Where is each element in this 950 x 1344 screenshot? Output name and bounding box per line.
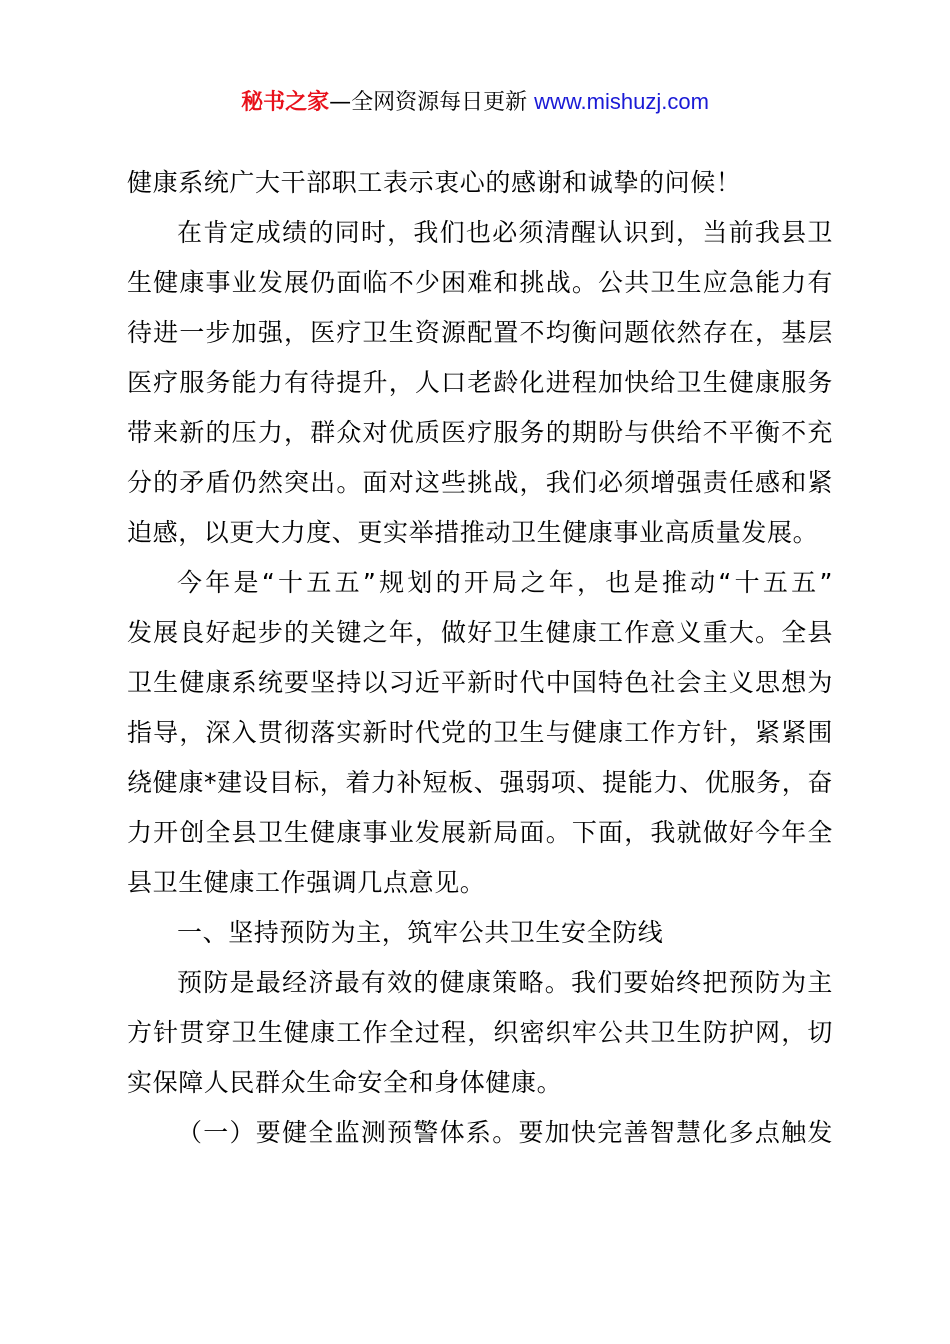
text-line: 待进一步加强，医疗卫生资源配置不均衡问题依然存在，基层 <box>127 318 833 347</box>
text-line: 卫生健康系统要坚持以习近平新时代中国特色社会主义思想为 <box>127 668 833 697</box>
text-line: 实保障人民群众生命安全和身体健康。 <box>127 1068 563 1097</box>
text-line: （一）要健全监测预警体系。要加快完善智慧化多点触发 <box>177 1118 833 1147</box>
text-line: 分的矛盾仍然突出。面对这些挑战，我们必须增强责任感和紧 <box>127 468 833 497</box>
text-line: 方针贯穿卫生健康工作全过程，织密织牢公共卫生防护网，切 <box>127 1018 833 1047</box>
text-line: 迫感，以更大力度、更实举措推动卫生健康事业高质量发展。 <box>127 518 819 547</box>
text-line: 指导，深入贯彻落实新时代党的卫生与健康工作方针，紧紧围 <box>127 718 833 747</box>
text-line: 绕健康*建设目标，着力补短板、强弱项、提能力、优服务，奋 <box>127 768 833 797</box>
text-line: 县卫生健康工作强调几点意见。 <box>127 868 486 897</box>
brand-name: 秘书之家 <box>241 90 330 115</box>
document-body <box>127 158 833 1158</box>
text-line: 带来新的压力，群众对优质医疗服务的期盼与供给不平衡不充 <box>127 418 833 447</box>
text-line: 生健康事业发展仍面临不少困难和挑战。公共卫生应急能力有 <box>127 268 833 297</box>
text-line: 力开创全县卫生健康事业发展新局面。下面，我就做好今年全 <box>127 818 833 847</box>
section-heading: 一、坚持预防为主，筑牢公共卫生安全防线 <box>177 918 664 947</box>
header-tagline: —全网资源每日更新 <box>329 90 535 115</box>
text-line: 医疗服务能力有待提升，人口老龄化进程加快给卫生健康服务 <box>127 368 833 397</box>
site-url-link[interactable]: www.mishuzj.com <box>534 89 709 114</box>
text-line: 预防是最经济最有效的健康策略。我们要始终把预防为主 <box>177 968 833 997</box>
text-line: 今年是“十五五”规划的开局之年，也是推动“十五五” <box>177 568 833 597</box>
text-line: 发展良好起步的关键之年，做好卫生健康工作意义重大。全县 <box>127 618 833 647</box>
text-line: 在肯定成绩的同时，我们也必须清醒认识到，当前我县卫 <box>177 218 833 247</box>
page-header <box>0 86 950 119</box>
text-line: 健康系统广大干部职工表示衷心的感谢和诚挚的问候！ <box>127 168 742 197</box>
